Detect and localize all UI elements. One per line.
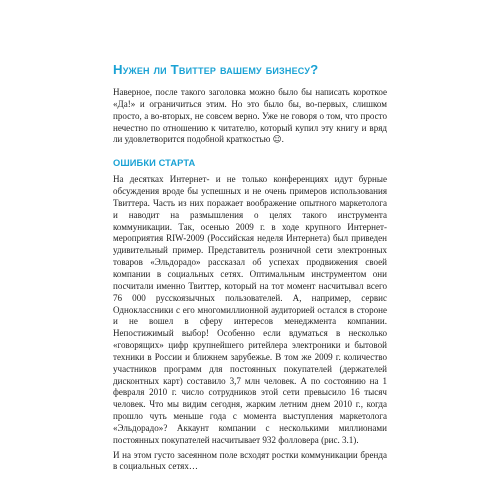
page-content [113, 62, 387, 473]
intro-end: . [281, 134, 284, 145]
chapter-title: Нужен ли Твиттер вашему бизнесу? [113, 62, 319, 77]
intro-text: Наверное, после такого заголовка можно было бы написать короткое «Да!» и ограничиться этим. Но это было бы, во-первых, слишком просто, а во-вторых, не совсем верно. Уже не говоря о том, что просто нечестно по отношению к читателю, который купил эту книгу и вряд ли удовлетворится подобной краткостью [113, 87, 387, 145]
section-title: ОШИБКИ СТАРТА [113, 158, 196, 169]
body-paragraph: На десятках Интернет- и не только конференциях идут бурные обсуждения вроде бы успешных и не очень примеров использования Твиттера. Часть из них поражает воображение опытного маркетолога и наводит на размышления о целях такого инструмента коммуникации. Так, осенью 2009 г. в ходе крупного Интернет-мероприятия RIW-2009 (Российская неделя Интернета) был приведен удивительный пример. Представитель розничной сети электронных товаров «Эльдорадо» рассказал об успехах продвижения своей компании в социальных сетях. Оптимальным инструментом они посчитали именно Твиттер, который на тот момент насчитывал всего 76 000 русскоязычных пользователей. А, например, сервис Одноклассники с его многомиллионной аудиторией остался в стороне и не вошел в сферу интересов менеджмента компании. Непостижимый выбор! Особенно если вдуматься в несколько «говорящих» цифр крупнейшего ритейлера электроники и бытовой техники в России и ближнем зарубежье. В том же 2009 г. количество участников программ для постоянных покупателей (держателей дисконтных карт) составило 3,7 млн человек. А по состоянию на 1 февраля 2010 г. число сотрудников этой сети превысило 16 тысяч человек. Что мы видим сегодня, жарким летним днем 2010 г., когда прошло чуть меньше года с момента выступления маркетолога «Эльдорадо»? Аккаунт компании с несколькими миллионами постоянных покупателей насчитывает 932 фолловера (рис. 3.1). [113, 174, 387, 445]
body-paragraph: И на этом густо засеянном поле всходят ростки коммуникации бренда в социальных сетях… [113, 449, 387, 472]
smiley-icon: ☺ [272, 135, 282, 146]
intro-paragraph [113, 87, 387, 147]
